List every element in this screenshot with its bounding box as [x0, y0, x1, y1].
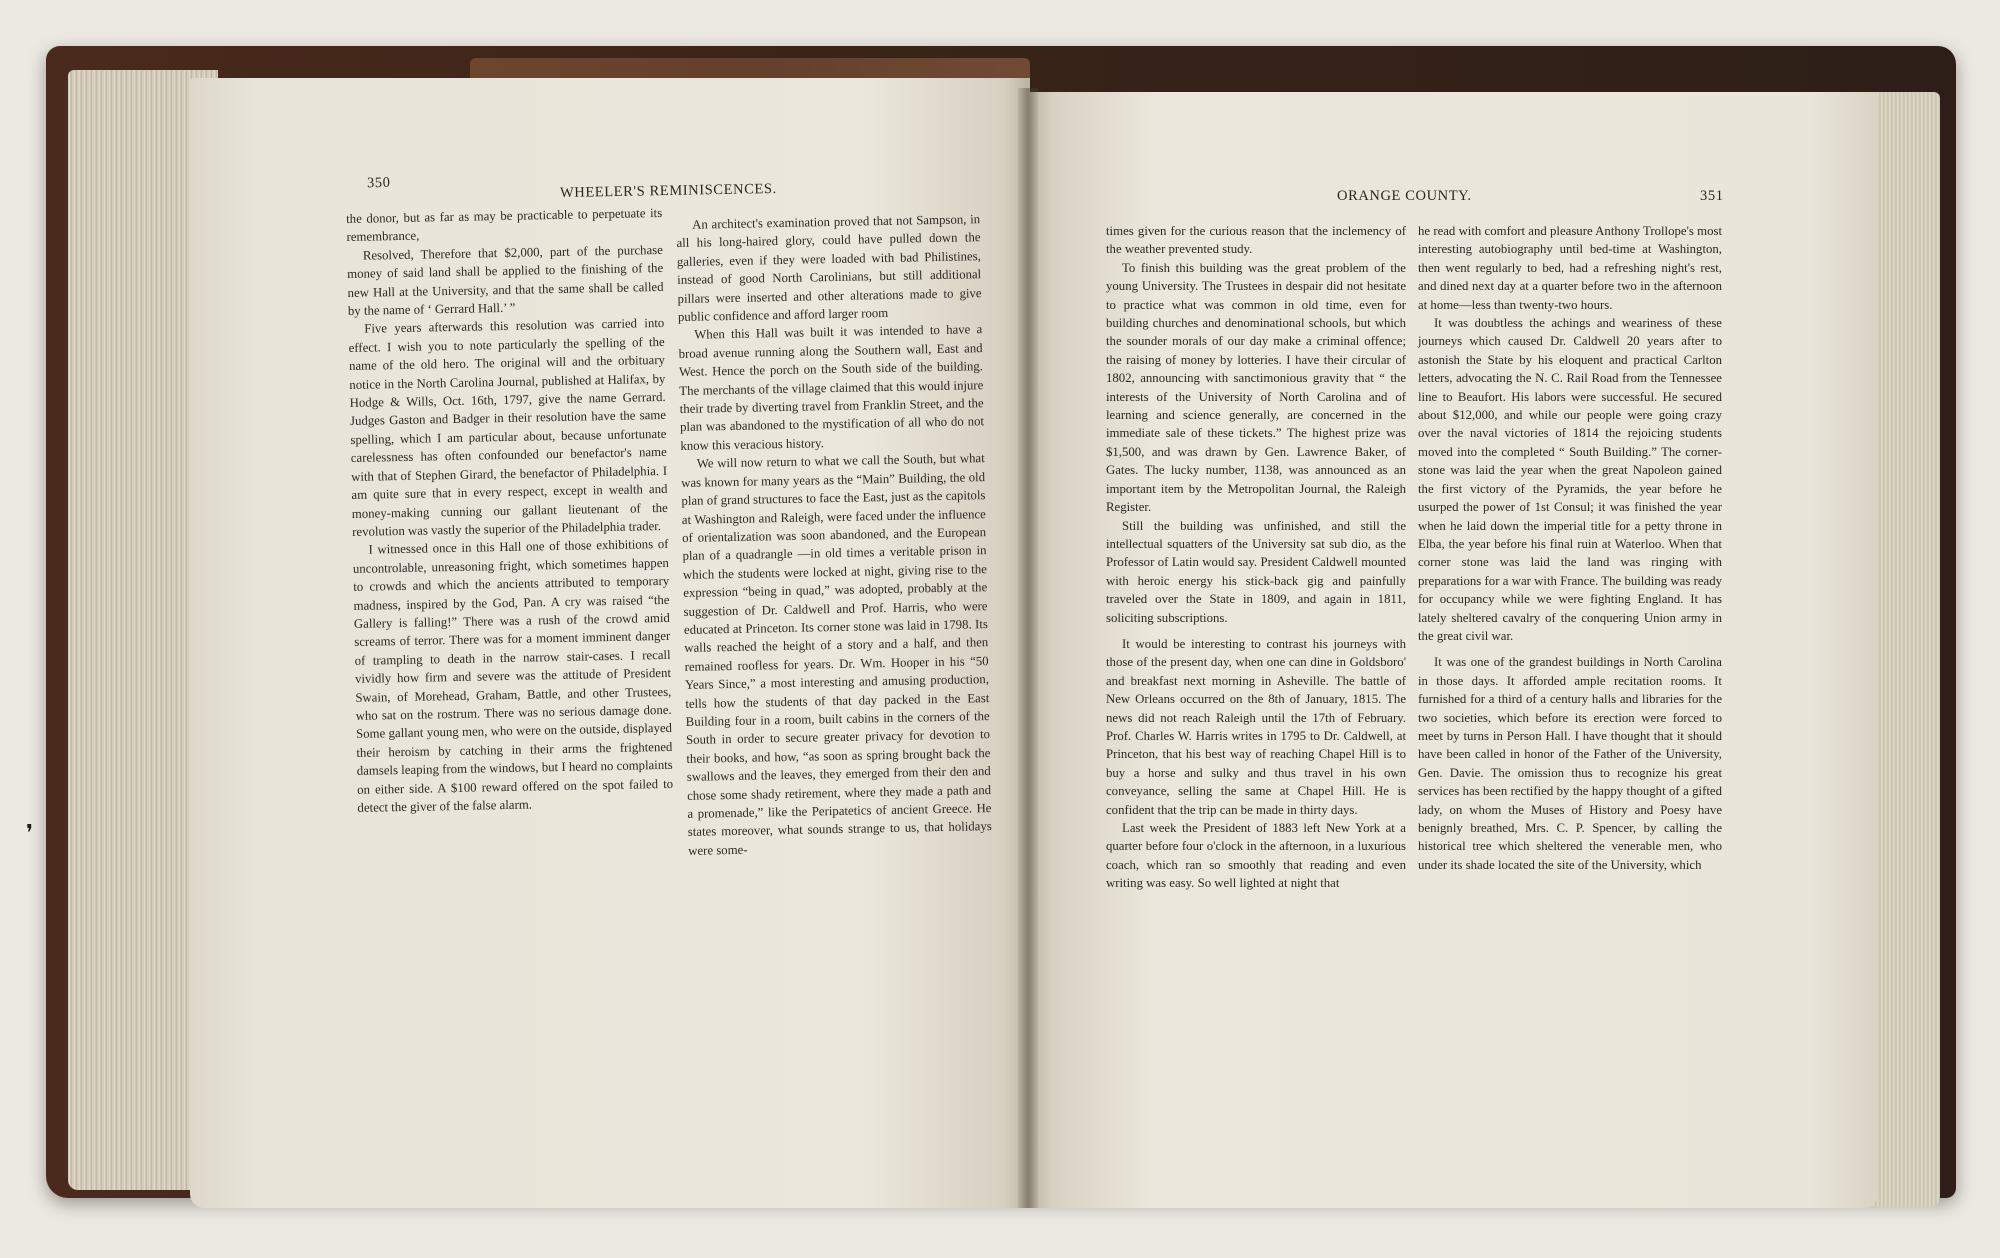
paragraph: It was one of the grandest buildings in North Carolina in those days. It afforded ample recitation rooms. It furnished for a third of a century halls and libraries for the two societies, which before its erection were forced to meet by turns in Person Hall. I have thought that it should have been called in honor of the Father of the University, Gen. Davie. The omission thus to recognize his great services has been rectified by the happy thought of a gifted lady, on whom the Muses of History and Poesy have benignly breathed, Mrs. C. P. Spencer, by calling the historical tree which sheltered the venerable men, who under its shade located the site of the University, which [1418, 655, 1722, 872]
paragraph: It would be interesting to contrast his journeys with those of the present day, when one can dine in Goldsboro' and breakfast next morning in Asheville. The battle of New Orleans occurred on the 8th of January, 1815. The news did not reach Raleigh until the 17th of February. Prof. Charles W. Harris writes in 1795 to Dr. Caldwell, at Princeton, that his best way of reaching Chapel Hill is to buy a horse and sulky and thus travel in his own conveyance, selling the same at Chapel Hill. He is confident that the trip can be made in thirty days. [1106, 636, 1406, 817]
paragraph: I witnessed once in this Hall one of those exhibitions of uncontrolable, unreasoning fright, which sometimes happen to crowds and which the ancients attributed to temporary madness, inspired by the God, Pan. A cry was raised “the Gallery is falling!” There was a rush of the crowd amid screams of terror. There was for a moment imminent danger of trampling to death in the narrow stair-cases. I recall vividly how firm and severe was the attitude of President Swain, of Morehead, Graham, Battle, and other Trustees, who sat on the rostrum. There was no serious damage done. Some gallant young men, who were on the outside, displayed their heroism by catching in their arms the frightened damsels leaping from the windows, but I heard no complaints on either side. A $100 reward offered on the spot failed to detect the giver of the false alarm. [352, 537, 674, 815]
paragraph: the donor, but as far as may be practicable to perpetuate its remembrance, [346, 205, 663, 245]
left-page-column-1 [346, 204, 674, 817]
paragraph: Resolved, Therefore that $2,000, part of the purchase money of said land shall be applied to the finishing of the new Hall at the University, and that the same shall be called by the name of ‘ Gerrard Hall.’ ” [347, 242, 664, 319]
margin-mark: ❜ [26, 820, 34, 845]
paragraph: To finish this building was the great problem of the young University. The Trustees in despair did not hesitate to practice what was common in old time, even for building churches and denominational schools, but which the sounder morals of our day make a criminal offence; the raising of money by lotteries. I have their circular of 1802, announcing with sanctimonious gravity that “ the interests of the University of North Carolina and of learning and science generally, are concerned in the immediate sale of these tickets.” The highest prize was $1,500, and was drawn by Gen. Lawrence Baker, of Gates. The lucky number, 1138, was announced as an important item by the Metropolitan Journal, the Raleigh Register. [1106, 260, 1406, 515]
right-page-number: 351 [1700, 188, 1724, 204]
paragraph: he read with comfort and pleasure Anthony Trollope's most interesting autobiography until bed-time at Washington, then went regularly to bed, had a refreshing night's rest, and dined next day at a quarter before two in the afternoon at home—less than twenty-two hours. [1418, 224, 1722, 312]
paragraph: Last week the President of 1883 left New York at a quarter before four o'clock in the afternoon, in a luxurious coach, which ran so smoothly that reading and even writing was easy. So well lighted at night that [1106, 821, 1406, 891]
paragraph: Five years afterwards this resolution was carried into effect. I wish you to note particularly the spelling of the name of the old hero. The original will and the orbituary notice in the North Carolina Journal, published at Halifax, by Hodge & Wills, Oct. 16th, 1797, give the name Gerrard. Judges Gaston and Badger in their resolution have the same spelling, which I am particular about, because unfortunate carelessness has often confounded our benefactor's name with that of Stephen Girard, the benefactor of Philadelphia. I am quite sure that in every respect, except in wealth and money-making cunning our gallant lieutenant of the revolution was vastly the superior of the Philadelphia trader. [348, 316, 668, 539]
right-running-head: ORANGE COUNTY. [1337, 188, 1472, 204]
paragraph: times given for the curious reason that the inclemency of the weather prevented study. [1106, 224, 1406, 257]
left-running-head: WHEELER'S REMINISCENCES. [559, 180, 777, 202]
paragraph: An architect's examination proved that not Sampson, in all his long-haired glory, could have pulled down the galleries, even if they were loaded with bad Philistines, instead of good North Carolinians, but still additional pillars were inserted and other alterations made to give public confidence and afford larger room [676, 212, 982, 325]
right-page-column-2 [1418, 222, 1722, 874]
paragraph: When this Hall was built it was intended to have a broad avenue running along the Southern wall, East and West. Hence the porch on the South side of the building. The merchants of the village claimed that this would injure their trade by diverting travel from Franklin Street, and the plan was abandoned to the mystification of all who do not know this veracious history. [678, 322, 985, 453]
paragraph: It was doubtless the achings and weariness of these journeys which caused Dr. Caldwell 20 years after to astonish the State by his eloquent and practical Carlton letters, advocating the N. C. Rail Road from the Tennessee line to Beaufort. His labors were successful. He secured about $12,000, and while our people were going crazy over the naval victories of 1814 the rejoicing students moved into the completed “ South Building.” The corner-stone was laid the year when the great Napoleon gained the first victory of the Pyramids, the year before he usurped the power of 1st Consul; it was finished the year when he laid down the imperial title for a petty throne in Elba, the year before his final ruin at Waterloo. When that corner stone was laid the land was ringing with preparations for a war with France. The building was ready for occupancy while we were fighting England. It has lately sheltered cavalry of the conquering Union army in the great civil war. [1418, 316, 1722, 643]
left-page-column-2 [676, 210, 992, 860]
paragraph: Still the building was unfinished, and still the intellectual squatters of the University sat sub dio, as the Professor of Latin would say. President Caldwell mounted with heroic energy his stick-back gig and painfully traveled over the State in 1809, and again in 1811, soliciting subscriptions. [1106, 518, 1406, 625]
book-gutter [1018, 88, 1038, 1208]
page-block-right-edge [1870, 92, 1940, 1207]
left-page-number: 350 [366, 174, 391, 192]
right-page-column-1 [1106, 222, 1406, 893]
paragraph: We will now return to what we call the South, but what was known for many years as the “Main” Building, the old plan of grand structures to face the East, just as the capitols at Washington and Raleigh, were faced under the influence of orientalization was soon abandoned, and the European plan of a quadrangle —in old times a veritable prison in which the students were locked at night, giving rise to the expression “being in quad,” was adopted, probably at the suggestion of Dr. Caldwell and Prof. Harris, who were educated at Princeton. Its corner stone was laid in 1798. Its walls reached the height of a story and a half, and then remained roofless for years. Dr. Wm. Hooper in his “50 Years Since,” a most interesting and amusing production, tells how the students of that day packed in the East Building four in a room, built cabins in the corners of the South in order to secure greater privacy for devotion to their books, and how, “as soon as spring brought back the swallows and the leaves, they emerged from their den and chose some shady retirement, where they made a path and a promenade,” like the Peripatetics of ancient Greece. He states moreover, what sounds strange to us, that holidays were some- [680, 451, 992, 858]
